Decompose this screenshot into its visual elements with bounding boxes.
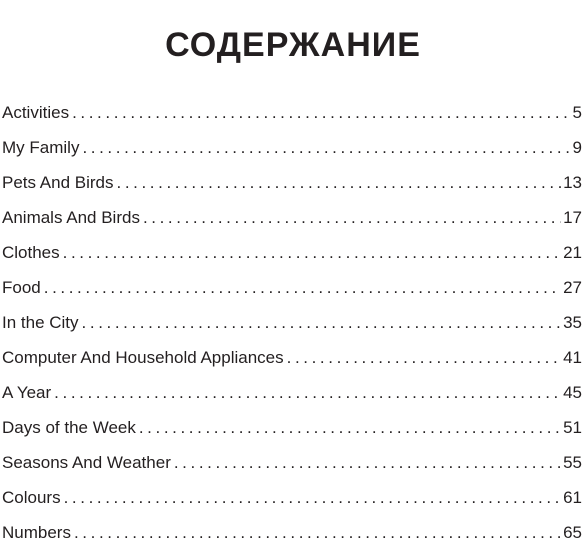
toc-entry <box>2 375 582 410</box>
toc-entry-page: 45 <box>563 383 582 402</box>
toc-entry-label: Food <box>2 278 41 297</box>
toc-entry-label: Seasons And Weather <box>2 453 171 472</box>
toc-entry <box>2 480 582 515</box>
toc-dot-leader <box>117 165 562 200</box>
toc-entry <box>2 305 582 340</box>
toc-dot-leader <box>74 515 561 550</box>
toc-dot-leader <box>139 410 561 445</box>
toc-entry-page: 9 <box>572 138 582 157</box>
toc-entry <box>2 235 582 270</box>
toc-dot-leader <box>64 480 561 515</box>
toc-entry-page: 61 <box>563 488 582 507</box>
toc-entry-label: Numbers <box>2 523 71 542</box>
toc-entry-page: 21 <box>563 243 582 262</box>
toc-entry <box>2 270 582 305</box>
toc-entry <box>2 95 582 130</box>
toc-entry <box>2 165 582 200</box>
toc-dot-leader <box>54 375 561 410</box>
toc-entry-page: 5 <box>572 103 582 122</box>
toc-dot-leader <box>143 200 561 235</box>
toc-entry-label: Pets And Birds <box>2 173 114 192</box>
toc-entry <box>2 340 582 375</box>
toc-dot-leader <box>82 305 562 340</box>
toc-entry <box>2 200 582 235</box>
toc-entry-label: Clothes <box>2 243 60 262</box>
toc-dot-leader <box>174 445 561 480</box>
toc-entry-page: 35 <box>563 313 582 332</box>
toc-entry-label: Activities <box>2 103 70 122</box>
toc-entry <box>2 130 582 165</box>
toc-entry-page: 27 <box>563 278 582 297</box>
page-title: СОДЕРЖАНИЕ <box>165 25 421 64</box>
toc-entry-label: In the City <box>2 313 79 332</box>
toc-entry <box>2 515 582 550</box>
toc-entry-page: 13 <box>563 173 582 192</box>
toc-dot-leader <box>63 235 561 270</box>
toc-entry-page: 65 <box>563 523 582 542</box>
toc-entry <box>2 410 582 445</box>
table-of-contents <box>2 95 582 550</box>
toc-entry-page: 51 <box>563 418 582 437</box>
toc-entry-label: A Year <box>2 383 52 402</box>
toc-entry-page: 55 <box>563 453 582 472</box>
toc-dot-leader <box>44 270 561 305</box>
toc-dot-leader <box>72 95 570 130</box>
toc-entry-label: Days of the Week <box>2 418 136 437</box>
toc-entry-label: Colours <box>2 488 61 507</box>
toc-dot-leader <box>82 130 570 165</box>
toc-entry-page: 17 <box>563 208 582 227</box>
toc-entry <box>2 445 582 480</box>
toc-dot-leader <box>287 340 561 375</box>
toc-entry-label: My Family <box>2 138 80 157</box>
toc-entry-page: 41 <box>563 348 582 367</box>
toc-entry-label: Computer And Household Appliances <box>2 348 284 367</box>
toc-entry-label: Animals And Birds <box>2 208 140 227</box>
